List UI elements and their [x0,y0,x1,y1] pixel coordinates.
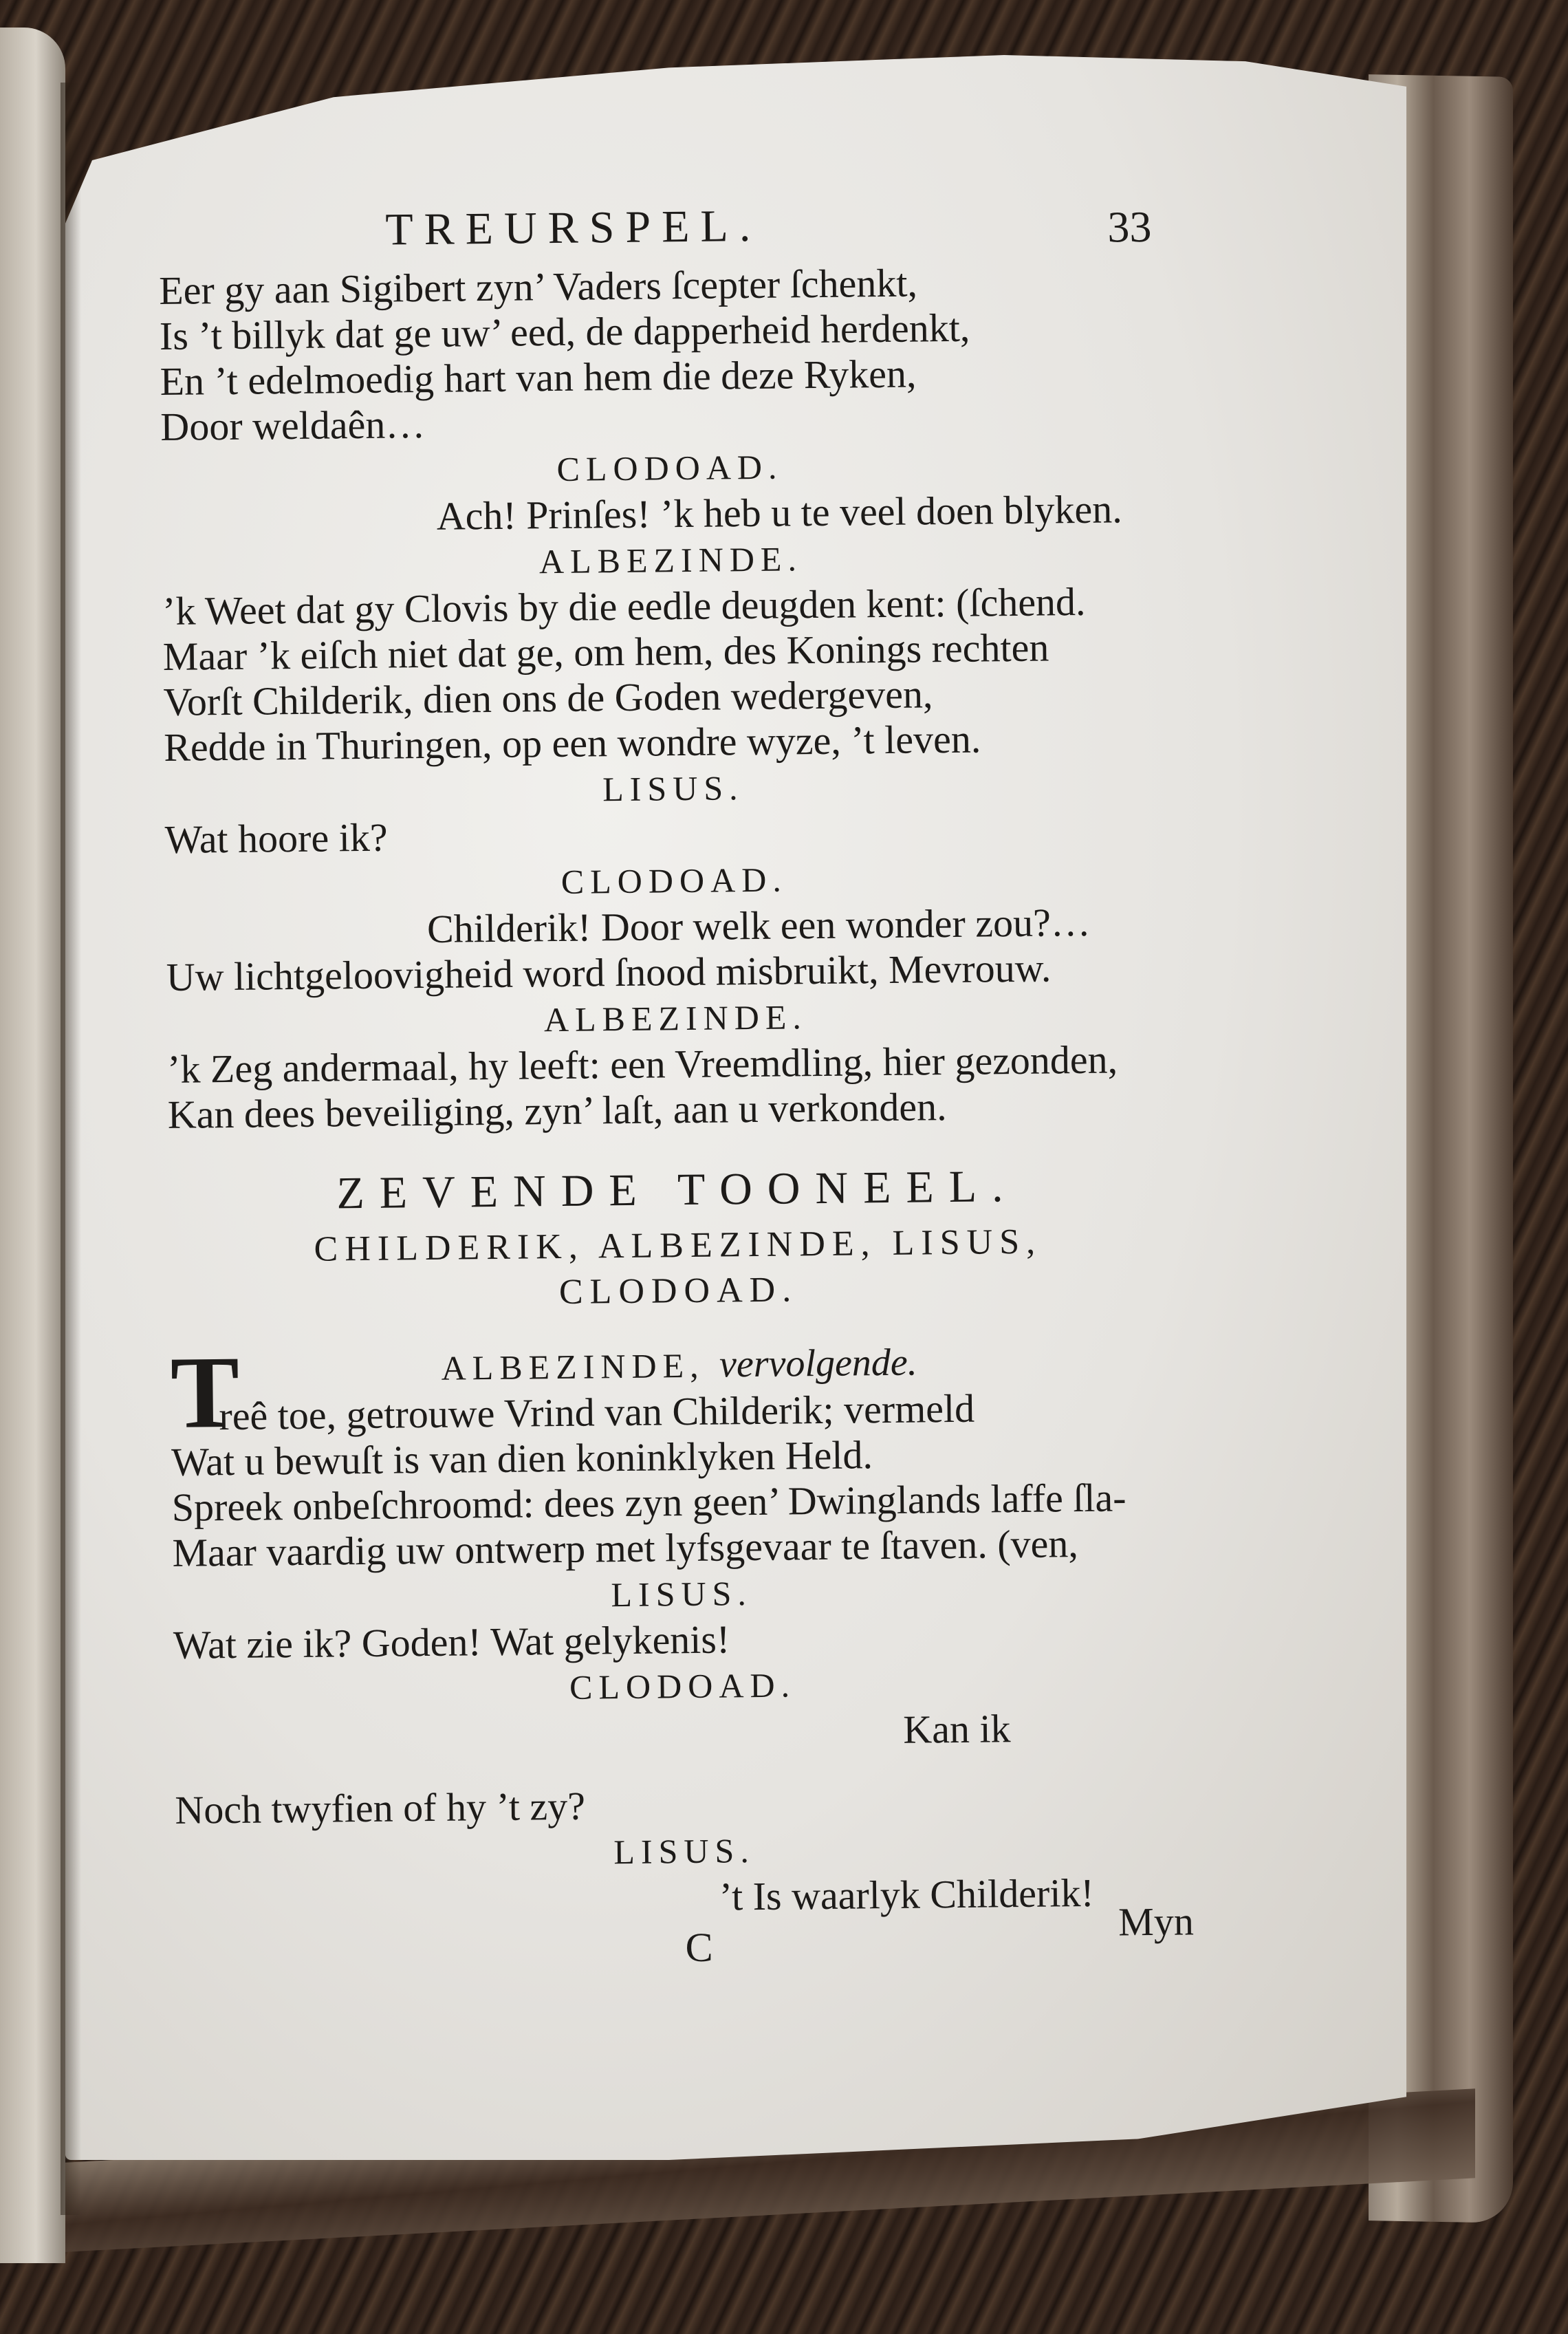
speaker-name: LISUS. [613,1831,756,1872]
stage-direction: vervolgende. [719,1341,918,1386]
catchword: Myn [1118,1899,1195,1945]
verse-line: Redde in Thuringen, op een wondre wyze, ’t leven. [163,716,981,770]
verse-line: Noch twyfien of hy ’t zy? [175,1783,586,1833]
speaker-name: CLODOAD. [556,447,783,488]
page-footer [176,1899,1195,1984]
running-head [158,196,1177,268]
running-title: TREURSPEL. [384,200,762,255]
speaker-name: ALBEZINDE. [538,539,803,581]
verse-line: ’k Weet dat gy Clovis by die eedle deugden kent: (ſchend. [162,579,1086,634]
speaker-name: CLODOAD. [569,1665,796,1707]
speaker-name: ALBEZINDE. [543,997,808,1039]
scene-opening [170,1335,1188,1450]
verse-line: Wat zie ik? Goden! Wat gelykenis! [173,1617,730,1667]
verse-line: Is ’t billyk dat ge uw’ eed, de dapperheid herdenkt, [159,305,970,358]
page-text [158,196,1195,1985]
scene-title: ZEVENDE TOONEEL. [336,1160,1019,1219]
spine-shadow [61,83,81,2215]
speaker-name: CLODOAD. [560,860,788,901]
scene-cast: CLODOAD. [558,1270,798,1312]
verse-line: En ’t edelmoedig hart van hem die deze Ryken, [160,351,917,404]
verse-line: Wat hoore ik? [164,814,388,862]
verse-line: Kan ik [902,1706,1011,1752]
verse-line: Wat u bewuſt is van dien koninklyken Held. [171,1432,873,1484]
verse-line: Kan dees beveiliging, zyn’ laſt, aan u verkonden. [167,1084,947,1137]
verse-line: Uw lichtgeloovigheid word ſnood misbruikt, Mevrouw. [166,945,1052,999]
verse-line: Ach! Prinſes! ’k heb u te veel doen blyken. [436,486,1123,539]
verse-line: ’k Zeg andermaal, hy leeft: een Vreemdling, hier gezonden, [166,1037,1118,1092]
verse-line: Door weldaên… [160,401,426,449]
verse-line: Eer gy aan Sigibert zyn’ Vaders ſcepter ſchenkt, [158,260,918,313]
scene-cast: CHILDERIK, ALBEZINDE, LISUS, [314,1222,1043,1269]
signature-mark: C [685,1924,713,1971]
verse-line: ’t Is waarlyk Childerik! [719,1870,1095,1919]
verse-line: Maar vaardig uw ontwerp met lyfsgevaar te ſtaven. (ven, [172,1521,1079,1575]
facing-left-page [0,28,65,2263]
verse-line: Vorſt Childerik, dien ons de Goden wedergeven, [163,671,933,724]
page-number: 33 [1107,202,1152,252]
verse-line: Maar ’k eiſch niet dat ge, om hem, des Konings rechten [162,625,1049,679]
verse-line: Spreek onbeſchroomd: dees zyn geen’ Dwinglands laffe ſla- [171,1475,1126,1530]
verse-line: reê toe, getrouwe Vrind van Childerik; vermeld [219,1385,975,1439]
speaker-name: ALBEZINDE, [441,1346,705,1387]
speaker-name: LISUS. [602,768,744,809]
drop-cap: T [170,1335,240,1450]
verse-line: Childerik! Door welk een wonder zou?… [426,899,1091,951]
speaker-name: LISUS. [611,1574,753,1614]
